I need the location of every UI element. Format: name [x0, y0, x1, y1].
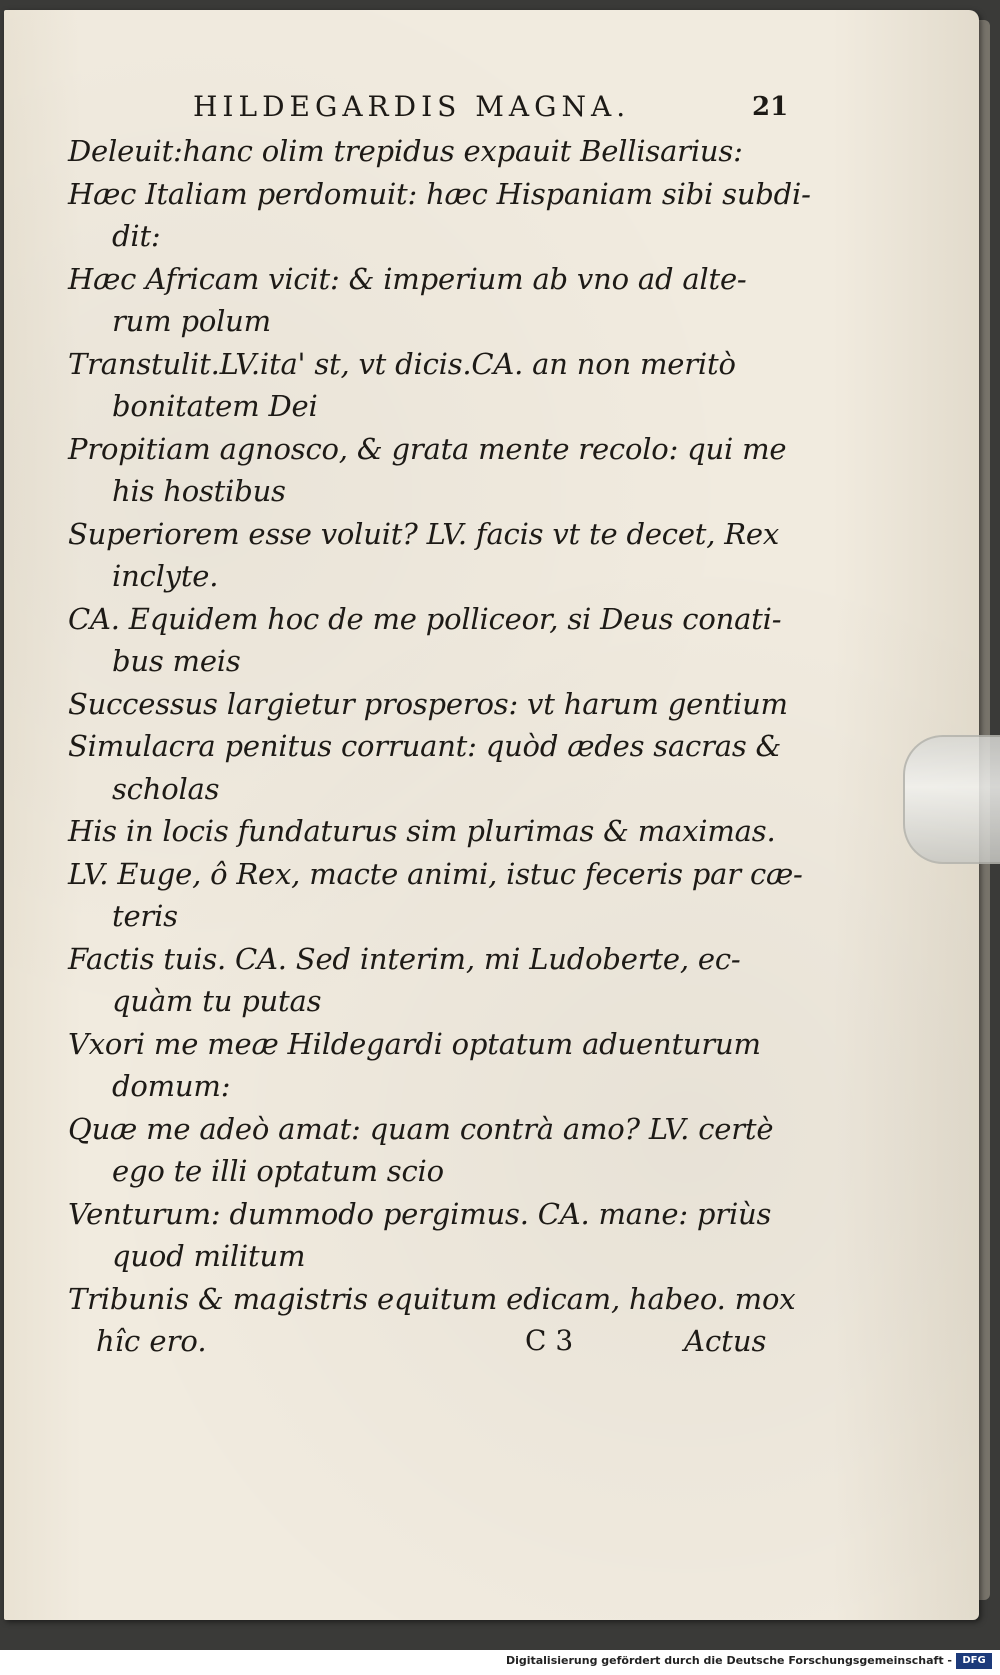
verse-line: Propitiam agnosco, & grata mente recolo: qui me [68, 431, 787, 466]
verse-line: LV. Euge, ô Rex, macte animi, istuc feceris par cæ- [68, 856, 803, 891]
verse-text [68, 130, 811, 1363]
verse-continuation: scholas [112, 771, 220, 806]
verse-continuation: quod militum [112, 1239, 306, 1273]
verse-line: Tribunis & magistris equitum edicam, habeo. mox [68, 1281, 796, 1316]
verse-line: Transtulit.LV.ita' st, vt dicis.CA. an non meritò [68, 346, 736, 381]
verse-line: Hæc Africam vicit: & imperium ab vno ad alte- [68, 261, 747, 296]
verse-continuation: inclyte. [112, 559, 219, 593]
verse-line: Deleuit:hanc olim trepidus expauit Bellisarius: [68, 134, 743, 168]
last-line [68, 1320, 788, 1363]
signature-mark: C 3 [525, 1324, 574, 1357]
verse-continuation: domum: [112, 1069, 231, 1103]
verse-continuation: bus meis [112, 644, 241, 678]
verse-line: Venturum: dummodo pergimus. CA. mane: priùs [68, 1196, 772, 1231]
digitization-footer [0, 1650, 1000, 1675]
verse-continuation: quàm tu putas [112, 984, 322, 1018]
verse-line: His in locis fundaturus sim plurimas & maximas. [68, 814, 776, 848]
verse-line: Vxori me meæ Hildegardi optatum aduenturum [68, 1026, 761, 1061]
verse-line: CA. Equidem hoc de me polliceor, si Deus conati- [68, 601, 782, 636]
dfg-logo: DFG [956, 1653, 992, 1669]
verse-line: Quæ me adeò amat: quam contrà amo? LV. certè [68, 1111, 774, 1146]
verse-continuation: dit: [112, 219, 161, 253]
verse-line: Successus largietur prosperos: vt harum gentium [68, 686, 788, 721]
verse-continuation: bonitatem Dei [112, 389, 318, 423]
verse-line: Simulacra penitus corruant: quòd ædes sacras & [68, 729, 782, 763]
verse-line: Factis tuis. CA. Sed interim, mi Ludoberte, ec- [68, 941, 741, 976]
running-head: HILDEGARDIS MAGNA. [193, 90, 631, 123]
verse-continuation: teris [112, 899, 178, 933]
verse-continuation: ego te illi optatum scio [112, 1154, 444, 1188]
verse-line: Superiorem esse voluit? LV. facis vt te decet, Rex [68, 516, 780, 551]
verse-continuation: rum polum [112, 304, 271, 338]
page-number: 21 [752, 92, 789, 122]
verse-line: Hæc Italiam perdomuit: hæc Hispaniam sibi subdi- [68, 176, 811, 211]
catchword: Actus [684, 1324, 767, 1358]
footer-credit: Digitalisierung gefördert durch die Deutsche Forschungsgemeinschaft - [505, 1654, 952, 1667]
verse-continuation: his hostibus [112, 474, 286, 508]
last-line-text: hîc ero. [96, 1324, 207, 1358]
